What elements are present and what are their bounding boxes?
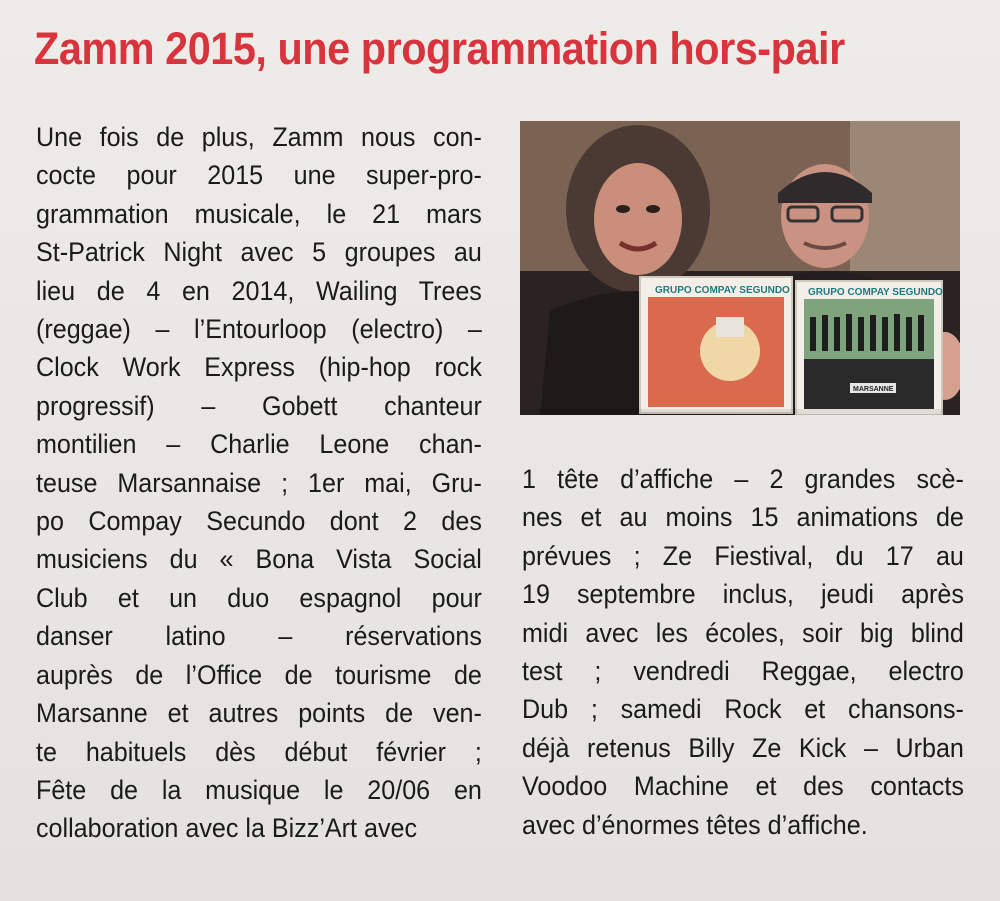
- text-line: 1 tête d’affiche – 2 grandes scè-: [522, 464, 964, 494]
- text-line: cocte pour 2015 une super-pro-: [36, 160, 482, 191]
- article-headline: Zamm 2015, une programmation hors-pair: [34, 23, 845, 74]
- text-line: te habituels dès début février ;: [36, 736, 482, 767]
- text-line: danser latino – réservations: [36, 621, 482, 652]
- poster-left: [640, 277, 792, 413]
- text-line: progressif) – Gobett chanteur: [36, 390, 482, 421]
- text-line: Dub ; samedi Rock et chansons-: [522, 694, 964, 725]
- text-line: Voodoo Machine et des contacts: [522, 771, 964, 802]
- text-line: teuse Marsannaise ; 1er mai, Gru-: [36, 467, 482, 498]
- text-line: test ; vendredi Reggae, electro: [522, 656, 964, 687]
- text-line: 19 septembre inclus, jeudi après: [522, 579, 964, 610]
- text-line: déjà retenus Billy Ze Kick – Urban: [522, 732, 964, 763]
- text-line: musiciens du « Bona Vista Social: [36, 544, 482, 575]
- article-column-right: [522, 460, 964, 844]
- text-line: Fête de la musique le 20/06 en: [36, 774, 482, 805]
- text-line: Une fois de plus, Zamm nous con-: [36, 122, 482, 152]
- poster-left-title: GRUPO COMPAY SEGUNDO: [655, 285, 790, 296]
- text-line: montilien – Charlie Leone chan-: [36, 429, 482, 460]
- text-line: Club et un duo espagnol pour: [36, 582, 482, 613]
- text-line: avec d’énormes têtes d’affiche.: [522, 809, 868, 840]
- text-line: Clock Work Express (hip-hop rock: [36, 352, 482, 383]
- text-line: lieu de 4 en 2014, Wailing Trees: [36, 275, 482, 306]
- article-column-left: [36, 118, 482, 848]
- text-line: auprès de l’Office de tourisme de: [36, 659, 482, 690]
- text-line: midi avec les écoles, soir big blind: [522, 617, 964, 648]
- article-photo: [520, 121, 960, 415]
- photo-edge: [520, 409, 960, 415]
- text-line: nes et au moins 15 animations de: [522, 502, 964, 533]
- poster-label: MARSANNE: [853, 386, 894, 393]
- text-line: (reggae) – l’Entourloop (electro) –: [36, 314, 482, 345]
- text-line: St-Patrick Night avec 5 groupes au: [36, 237, 482, 268]
- text-line: prévues ; Ze Fiestival, du 17 au: [522, 540, 964, 571]
- text-line: grammation musicale, le 21 mars: [36, 198, 482, 229]
- text-line: Marsanne et autres points de ven-: [36, 698, 482, 729]
- poster-right-title: GRUPO COMPAY SEGUNDO: [808, 287, 943, 298]
- text-line: po Compay Secundo dont 2 des: [36, 506, 482, 537]
- text-line: collaboration avec la Bizz’Art avec: [36, 813, 418, 844]
- poster-right: [796, 281, 943, 415]
